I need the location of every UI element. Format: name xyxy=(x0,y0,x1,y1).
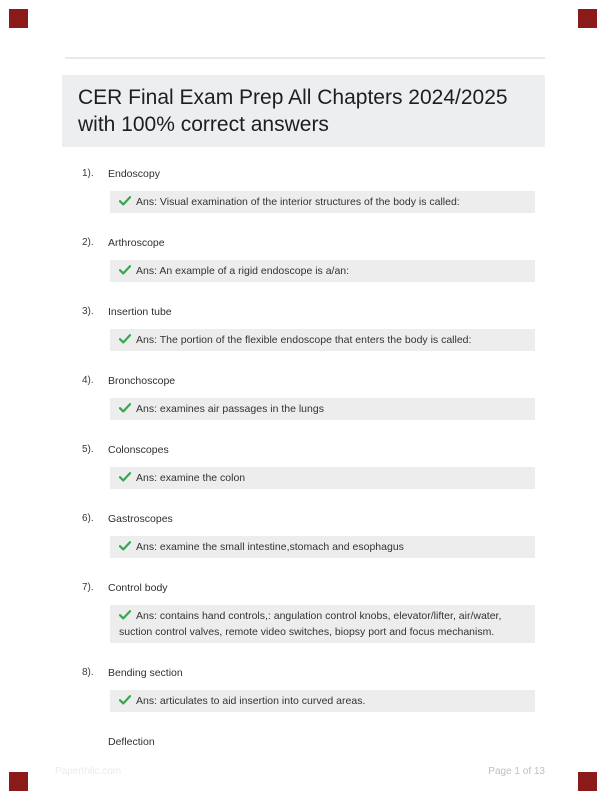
answer-box xyxy=(110,191,535,213)
answer-text: Ans: Visual examination of the interior structures of the body is called: xyxy=(136,196,460,208)
answer-text: Ans: contains hand controls,: angulation control knobs, elevator/lifter, air/water, suction control valves, remote video switches, biopsy port and focus mechanism. xyxy=(119,610,502,638)
answer-text: Ans: examine the small intestine,stomach and esophagus xyxy=(136,541,404,553)
answer-box xyxy=(110,329,535,351)
qa-item xyxy=(82,304,535,351)
answer-text: Ans: An example of a rigid endoscope is a/an: xyxy=(136,265,350,277)
term-label: Bronchoscope xyxy=(108,375,176,387)
qa-list xyxy=(82,166,535,750)
page-title: CER Final Exam Prep All Chapters 2024/2025 with 100% correct answers xyxy=(62,75,545,147)
qa-item xyxy=(82,166,535,213)
item-number: 3). xyxy=(82,306,94,317)
answer-box xyxy=(110,260,535,282)
answer-text: Ans: articulates to aid insertion into curved areas. xyxy=(136,695,366,707)
term-label: Bending section xyxy=(108,667,183,679)
term-label: Arthroscope xyxy=(108,237,165,249)
qa-item xyxy=(82,580,535,643)
answer-box xyxy=(110,467,535,489)
check-icon xyxy=(119,540,131,550)
answer-text: Ans: examines air passages in the lungs xyxy=(136,403,324,415)
check-icon xyxy=(119,609,131,619)
answer-box xyxy=(110,690,535,712)
check-icon xyxy=(119,333,131,343)
item-number: 4). xyxy=(82,375,94,386)
answer-text: Ans: examine the colon xyxy=(136,472,246,484)
corner-marker-bottom-right xyxy=(578,772,597,791)
qa-item xyxy=(82,373,535,420)
qa-item xyxy=(82,511,535,558)
item-number: 5). xyxy=(82,444,94,455)
item-number: 7). xyxy=(82,582,94,593)
section-divider xyxy=(65,57,545,59)
corner-marker-bottom-left xyxy=(9,772,28,791)
corner-marker-top-left xyxy=(9,9,28,28)
item-number: 6). xyxy=(82,513,94,524)
qa-item xyxy=(82,235,535,282)
check-icon xyxy=(119,694,131,704)
qa-item xyxy=(82,665,535,712)
term-label: Gastroscopes xyxy=(108,513,173,525)
check-icon xyxy=(119,264,131,274)
answer-box xyxy=(110,605,535,643)
term-label: Endoscopy xyxy=(108,168,160,180)
term-label: Control body xyxy=(108,582,168,594)
page-indicator: Page 1 of 13 xyxy=(488,766,545,777)
term-label-deflection: Deflection xyxy=(108,736,155,748)
term-label: Insertion tube xyxy=(108,306,172,318)
corner-marker-top-right xyxy=(578,9,597,28)
term-label: Colonscopes xyxy=(108,444,169,456)
qa-item xyxy=(82,442,535,489)
check-icon xyxy=(119,471,131,481)
answer-box xyxy=(110,536,535,558)
item-number: 1). xyxy=(82,168,94,179)
item-number: 8). xyxy=(82,667,94,678)
item-number: 2). xyxy=(82,237,94,248)
check-icon xyxy=(119,195,131,205)
answer-box xyxy=(110,398,535,420)
watermark: Paperthlic.com xyxy=(55,766,122,777)
answer-text: Ans: The portion of the flexible endoscope that enters the body is called: xyxy=(136,334,472,346)
check-icon xyxy=(119,402,131,412)
